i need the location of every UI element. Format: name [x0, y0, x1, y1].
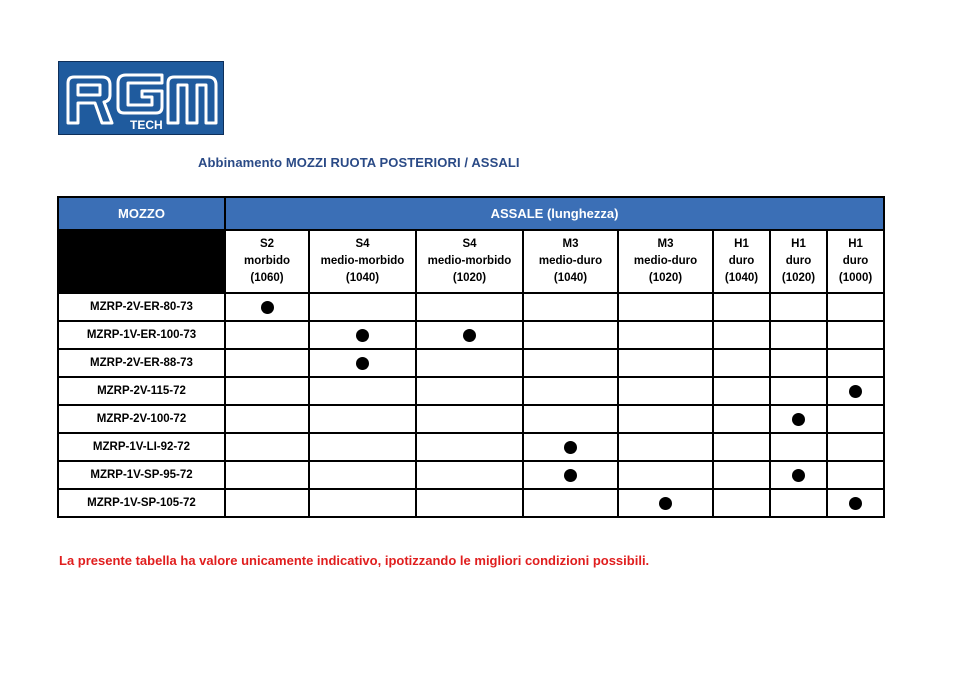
- match-cell: [225, 377, 309, 405]
- mozzo-code: MZRP-2V-ER-80-73: [58, 293, 225, 321]
- match-cell: [770, 461, 827, 489]
- column-header-5: [713, 230, 770, 293]
- match-cell: [618, 433, 713, 461]
- compatibility-table: [57, 196, 885, 518]
- column-header-6: [770, 230, 827, 293]
- match-cell: [309, 321, 416, 349]
- match-dot-icon: [792, 469, 805, 482]
- column-length: (1020): [781, 272, 816, 284]
- column-length: (1040): [553, 272, 588, 284]
- column-type: duro: [728, 255, 755, 267]
- table-row: [58, 349, 884, 377]
- column-length: (1040): [724, 272, 759, 284]
- match-dot-icon: [356, 329, 369, 342]
- column-type: medio-morbido: [320, 255, 405, 267]
- column-header-2: [416, 230, 523, 293]
- column-length: (1060): [250, 272, 284, 284]
- table-row: [58, 405, 884, 433]
- column-length: (1020): [452, 272, 487, 284]
- disclaimer-note: La presente tabella ha valore unicamente indicativo, ipotizzando le migliori condizioni possibili.: [59, 553, 650, 568]
- mozzo-code: MZRP-2V-115-72: [58, 377, 225, 405]
- match-cell: [309, 293, 416, 321]
- rgm-tech-logo: [58, 61, 224, 135]
- match-dot-icon: [849, 385, 862, 398]
- column-code: M3: [562, 238, 579, 250]
- match-cell: [225, 489, 309, 517]
- match-cell: [523, 293, 618, 321]
- match-dot-icon: [261, 301, 274, 314]
- match-cell: [225, 461, 309, 489]
- match-dot-icon: [659, 497, 672, 510]
- match-cell: [416, 433, 523, 461]
- match-cell: [713, 489, 770, 517]
- match-cell: [523, 489, 618, 517]
- column-code: M3: [657, 238, 674, 250]
- column-type: medio-morbido: [427, 255, 512, 267]
- match-cell: [618, 377, 713, 405]
- match-cell: [827, 377, 884, 405]
- column-header-0: [225, 230, 309, 293]
- mozzo-code: MZRP-1V-SP-105-72: [58, 489, 225, 517]
- match-cell: [713, 461, 770, 489]
- match-cell: [416, 321, 523, 349]
- match-cell: [770, 321, 827, 349]
- match-cell: [770, 293, 827, 321]
- match-cell: [416, 293, 523, 321]
- match-cell: [309, 349, 416, 377]
- match-dot-icon: [564, 441, 577, 454]
- match-cell: [309, 405, 416, 433]
- column-code: H1: [734, 238, 749, 250]
- match-cell: [225, 405, 309, 433]
- match-cell: [225, 433, 309, 461]
- column-code: S2: [259, 238, 275, 250]
- table-row: [58, 433, 884, 461]
- table-row: [58, 293, 884, 321]
- table-body: [58, 293, 884, 517]
- match-cell: [618, 489, 713, 517]
- match-cell: [523, 349, 618, 377]
- table-row: [58, 377, 884, 405]
- match-dot-icon: [849, 497, 862, 510]
- match-cell: [416, 489, 523, 517]
- match-cell: [827, 489, 884, 517]
- column-length: (1040): [345, 272, 380, 284]
- match-cell: [827, 461, 884, 489]
- page-subtitle: Abbinamento MOZZI RUOTA POSTERIORI / ASSALI: [198, 155, 520, 170]
- mozzo-code: MZRP-1V-SP-95-72: [58, 461, 225, 489]
- match-cell: [713, 433, 770, 461]
- column-code: S4: [462, 238, 477, 250]
- match-cell: [770, 349, 827, 377]
- column-type: morbido: [244, 255, 290, 267]
- match-cell: [225, 321, 309, 349]
- match-cell: [618, 349, 713, 377]
- header-blank: [58, 230, 225, 293]
- match-cell: [618, 321, 713, 349]
- match-cell: [713, 377, 770, 405]
- table-row: [58, 461, 884, 489]
- column-header-1: [309, 230, 416, 293]
- column-header-7: [827, 230, 884, 293]
- match-cell: [309, 377, 416, 405]
- match-cell: [827, 405, 884, 433]
- match-dot-icon: [564, 469, 577, 482]
- header-assale: ASSALE (lunghezza): [225, 197, 884, 230]
- match-cell: [225, 349, 309, 377]
- match-dot-icon: [356, 357, 369, 370]
- column-type: duro: [842, 255, 869, 267]
- match-cell: [225, 293, 309, 321]
- match-cell: [523, 405, 618, 433]
- column-code: H1: [791, 238, 806, 250]
- match-cell: [416, 461, 523, 489]
- table-row: [58, 321, 884, 349]
- match-cell: [416, 405, 523, 433]
- match-cell: [523, 433, 618, 461]
- match-cell: [309, 433, 416, 461]
- match-cell: [827, 321, 884, 349]
- header-mozzo: MOZZO: [58, 197, 225, 230]
- match-cell: [713, 349, 770, 377]
- match-cell: [713, 293, 770, 321]
- match-dot-icon: [463, 329, 476, 342]
- column-header-3: [523, 230, 618, 293]
- column-type: medio-duro: [633, 255, 698, 267]
- mozzo-code: MZRP-2V-ER-88-73: [58, 349, 225, 377]
- match-cell: [770, 433, 827, 461]
- match-cell: [523, 377, 618, 405]
- mozzo-code: MZRP-1V-ER-100-73: [58, 321, 225, 349]
- match-cell: [618, 461, 713, 489]
- match-cell: [523, 461, 618, 489]
- match-cell: [523, 321, 618, 349]
- match-cell: [827, 349, 884, 377]
- column-code: H1: [848, 238, 863, 250]
- match-cell: [713, 321, 770, 349]
- match-cell: [770, 377, 827, 405]
- match-cell: [416, 377, 523, 405]
- match-cell: [713, 405, 770, 433]
- match-cell: [618, 405, 713, 433]
- logo-tech-text: TECH: [130, 118, 163, 132]
- column-type: duro: [785, 255, 812, 267]
- match-cell: [618, 293, 713, 321]
- column-header-4: [618, 230, 713, 293]
- column-code: S4: [355, 238, 370, 250]
- column-length: (1000): [838, 272, 873, 284]
- match-cell: [309, 461, 416, 489]
- table-row: [58, 489, 884, 517]
- mozzo-code: MZRP-2V-100-72: [58, 405, 225, 433]
- mozzo-code: MZRP-1V-LI-92-72: [58, 433, 225, 461]
- match-cell: [827, 433, 884, 461]
- match-cell: [770, 405, 827, 433]
- match-cell: [309, 489, 416, 517]
- match-cell: [770, 489, 827, 517]
- match-cell: [416, 349, 523, 377]
- match-dot-icon: [792, 413, 805, 426]
- column-length: (1020): [648, 272, 683, 284]
- match-cell: [827, 293, 884, 321]
- column-type: medio-duro: [538, 255, 603, 267]
